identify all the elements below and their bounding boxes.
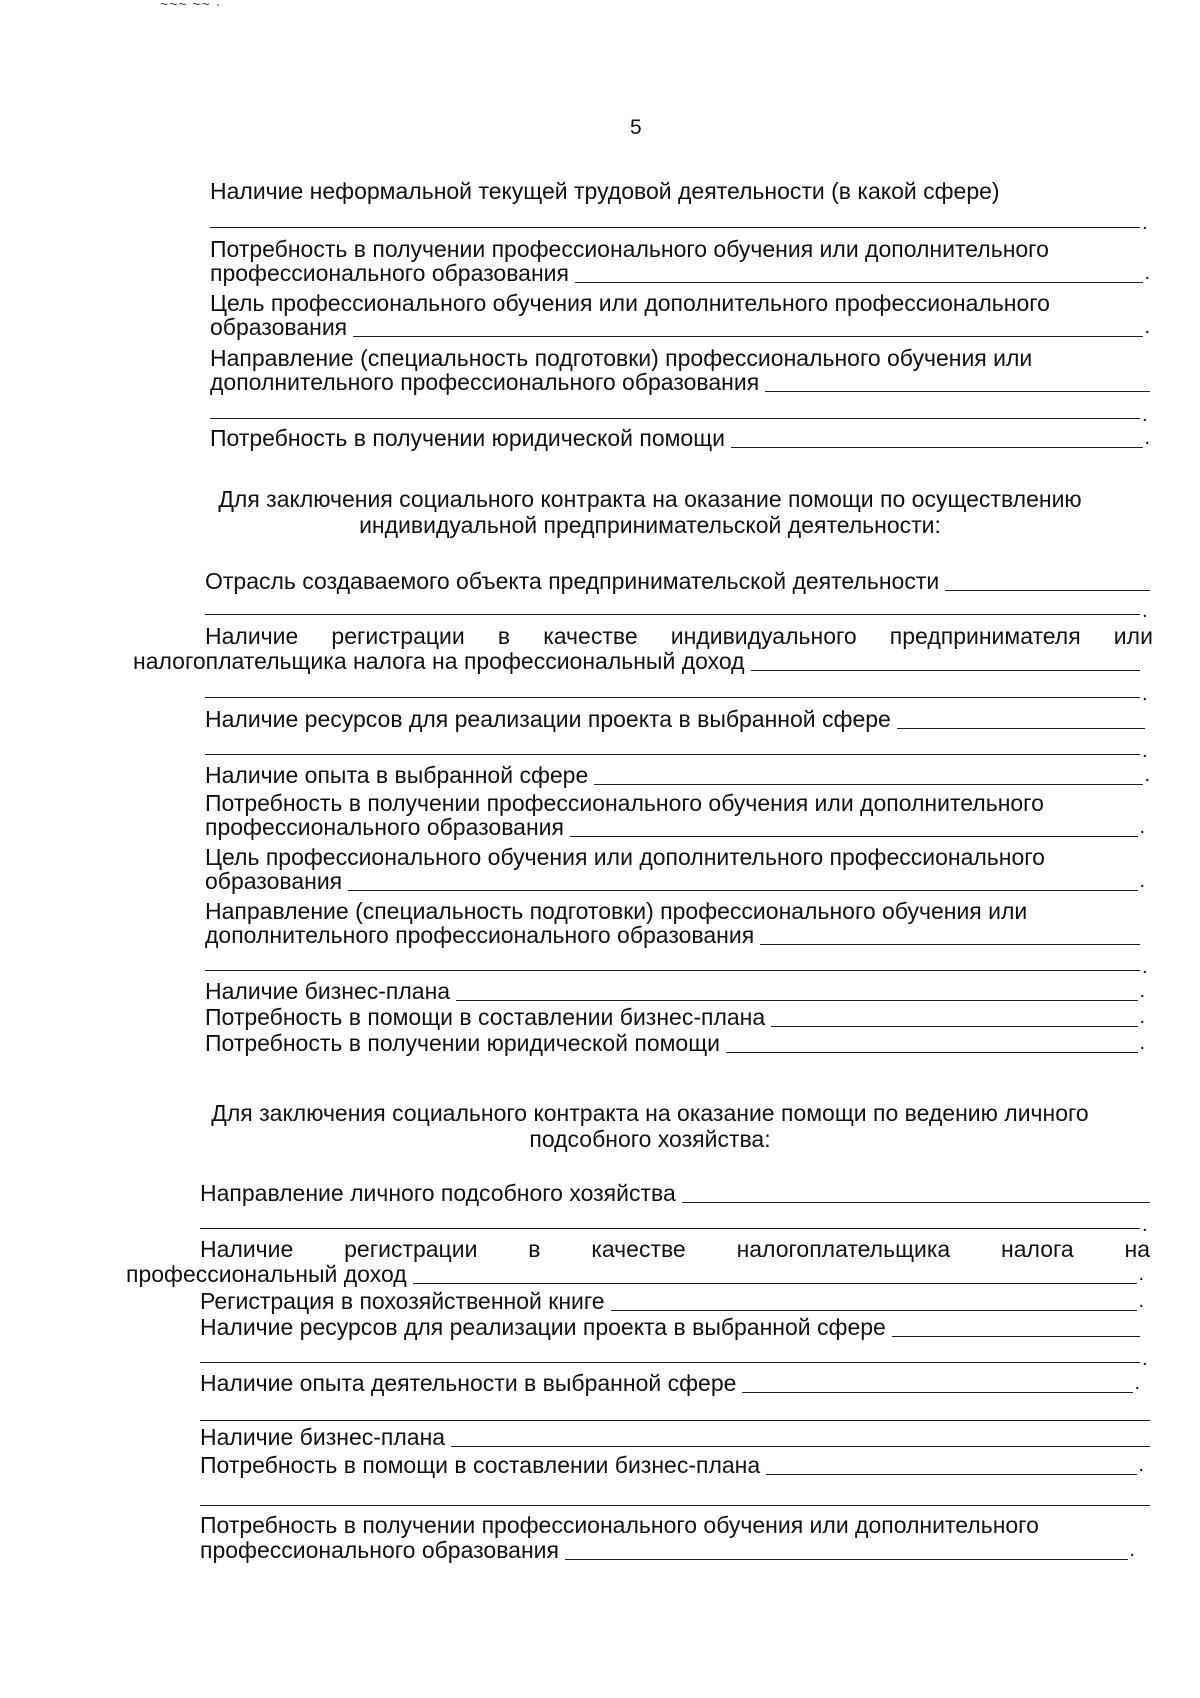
household-need-training-label: Потребность в получении профессионального обучения или дополнительного xyxy=(200,1512,1039,1538)
informal-work-field[interactable] xyxy=(210,227,1140,228)
industry-field-extra[interactable] xyxy=(205,614,1140,615)
household-plan-help-field-extra[interactable] xyxy=(200,1505,1150,1506)
scan-artifact: ~~~ ~~ · xyxy=(160,0,222,12)
need-training-field[interactable]: профессионального образования . xyxy=(210,260,1150,286)
household-experience-field[interactable]: Наличие опыта деятельности в выбранной сфере . xyxy=(200,1370,1140,1396)
section-heading-household: Для заключения социального контракта на оказание помощи по ведению личного подсобного хозяйства: xyxy=(211,1100,1089,1152)
household-resources-field-extra[interactable] xyxy=(200,1362,1140,1363)
document-page: ~~~ ~~ · 5 Наличие неформальной текущей трудовой деятельности (в какой сфере) . Потребность в получении профессионального обучения или дополнительного профессионального образования . Цель профессионального обучения или дополнительного профессионального образования . Направление (специальность подготовки) профессионального обучения или дополнительного профессионального образования . Потребность в получении юридической помощи . Для заключения социального контракта на оказание помощи по осуществлению индивидуальной предпринимательской деятельности: Отрасль создаваемого объекта предпринимательской деятельности . Наличие регистрации в качестве индивидуального предпринимателя или налогоплательщика налога на профессиональный доход . Наличие ресурсов для реализации проекта в выбранной сфере . Наличие опыта в выбранной сфере . Потребность в получении профессионального обучения или дополнительного профессионального образования . Цель профессионального обучения или дополнительного профессионального образования . Направление (специальность подготовки) профессионального обучения или дополнительного профессионального образования . Наличие бизнес-плана . Потребность в помощи в составлении бизнес-плана . Потребность в получении юридической помощи . Для заключения социального контракта на оказание помощи по ведению личного подсобного хозяйства: Направление личного подсобного хозяйства . Наличие регистрации в качестве налогоплательщика налога на профессиональный доход . Регистрация в похозяйственной книге . Наличие ресурсов для реализации проекта в выбранной сфере . Наличие опыта деятельности в выбранной сфере . Наличие бизнес-плана Потребность в помощи в составлении бизнес-плана . Потребность в получении профессионального обучения или дополнительного профессионального образования . xyxy=(0,0,1200,1698)
page-number: 5 xyxy=(630,116,642,139)
ip-resources-field-extra[interactable] xyxy=(205,754,1140,755)
ip-need-training-field[interactable]: профессионального образования . xyxy=(205,814,1145,840)
ip-registration-field-extra[interactable] xyxy=(205,697,1140,698)
industry-field[interactable]: Отрасль создаваемого объекта предпринимательской деятельности xyxy=(205,568,1150,594)
training-goal-field[interactable]: образования . xyxy=(210,314,1150,340)
ip-resources-field[interactable]: Наличие ресурсов для реализации проекта в выбранной сфере xyxy=(205,706,1145,732)
training-direction-field[interactable]: дополнительного профессионального образования xyxy=(210,369,1150,395)
household-book-field[interactable]: Регистрация в похозяйственной книге . xyxy=(200,1288,1144,1314)
ip-training-goal-label: Цель профессионального обучения или дополнительного профессионального xyxy=(205,844,1045,870)
ip-registration-label: Наличие регистрации в качестве индивидуального предпринимателя или xyxy=(205,623,1153,649)
household-experience-field-extra[interactable] xyxy=(200,1420,1150,1421)
ip-experience-field[interactable]: Наличие опыта в выбранной сфере . xyxy=(205,762,1150,788)
ip-plan-help-field[interactable]: Потребность в помощи в составлении бизнес-плана . xyxy=(205,1004,1145,1030)
household-resources-field[interactable]: Наличие ресурсов для реализации проекта в выбранной сфере xyxy=(200,1314,1140,1340)
ip-training-direction-field[interactable]: дополнительного профессионального образования xyxy=(205,922,1140,948)
ip-need-training-label: Потребность в получении профессионального обучения или дополнительного xyxy=(205,790,1044,816)
household-need-training-field[interactable]: профессионального образования . xyxy=(200,1537,1135,1563)
ip-training-goal-field[interactable]: образования . xyxy=(205,868,1145,894)
household-direction-field-extra[interactable] xyxy=(200,1228,1140,1229)
household-business-plan-field[interactable]: Наличие бизнес-плана xyxy=(200,1424,1150,1450)
need-training-label: Потребность в получении профессионального обучения или дополнительного xyxy=(210,236,1049,262)
training-direction-label: Направление (специальность подготовки) профессионального обучения или xyxy=(210,345,1033,371)
household-plan-help-field[interactable]: Потребность в помощи в составлении бизнес-плана . xyxy=(200,1452,1144,1478)
household-registration-field[interactable]: профессиональный доход . xyxy=(126,1261,1144,1287)
training-direction-field-extra[interactable] xyxy=(210,418,1140,419)
ip-legal-help-field[interactable]: Потребность в получении юридической помощи . xyxy=(205,1030,1145,1056)
ip-training-direction-label: Направление (специальность подготовки) профессионального обучения или xyxy=(205,898,1028,924)
household-direction-field[interactable]: Направление личного подсобного хозяйства xyxy=(200,1180,1150,1206)
ip-registration-field[interactable]: налогоплательщика налога на профессиональный доход xyxy=(133,648,1140,674)
household-registration-label: Наличие регистрации в качестве налогоплательщика налога на xyxy=(200,1236,1150,1262)
ip-training-direction-field-extra[interactable] xyxy=(205,970,1140,971)
ip-business-plan-field[interactable]: Наличие бизнес-плана . xyxy=(205,978,1145,1004)
legal-help-field[interactable]: Потребность в получении юридической помощи . xyxy=(210,425,1150,451)
informal-work-label: Наличие неформальной текущей трудовой деятельности (в какой сфере) xyxy=(210,178,1000,204)
section-heading-ip: Для заключения социального контракта на оказание помощи по осуществлению индивидуальной предпринимательской деятельности: xyxy=(218,486,1082,538)
training-goal-label: Цель профессионального обучения или дополнительного профессионального xyxy=(210,290,1050,316)
